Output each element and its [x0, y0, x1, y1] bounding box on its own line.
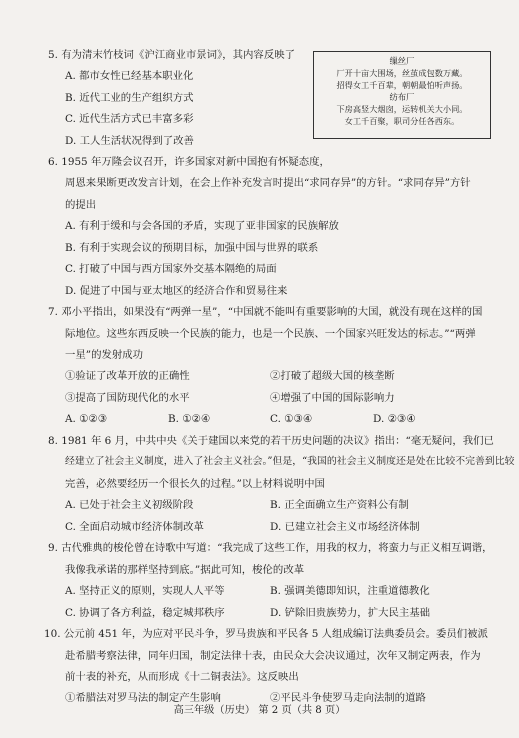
q9-stem-line: 我像我承诺的那样坚持到底。”据此可知，梭伦的改革 — [65, 564, 305, 576]
q7-item-2: ②打破了超级大国的核垄断 — [270, 370, 395, 382]
poem-heading-2: 纺布厂 — [389, 92, 415, 102]
q8-stem-line: 完善，必然要经历一个很长久的过程。”以上材料说明中国 — [65, 478, 325, 490]
q5-poem-box — [313, 51, 491, 139]
q7-option-a: A. ①②③ — [65, 413, 108, 425]
poem-line: 下房高竖大烟囱，运转机关大小同。 — [336, 104, 468, 114]
q6-stem-line: 的提出 — [65, 199, 97, 211]
q7-stem-line: 一星”的发射成功 — [65, 349, 144, 361]
q6-stem-line: 6. 1955 年万隆会议召开，许多国家对新中国抱有怀疑态度， — [48, 156, 330, 168]
q10-item-1: ①希腊法对罗马法的制定产生影响 — [65, 692, 221, 704]
q7-option-d: D. ②③④ — [373, 413, 416, 425]
q7-item-1: ①验证了改革开放的正确性 — [65, 370, 190, 382]
q7-item-3: ③提高了国防现代化的水平 — [65, 392, 190, 404]
q10-stem-line: 赴希腊考察法律，同年归国，制定法律十表，由民众大会决议通过，次年又制定两表，作为 — [65, 650, 481, 662]
q5-option-d: D. 工人生活状况得到了改善 — [65, 135, 194, 147]
poem-heading-1: 缫丝厂 — [389, 56, 415, 66]
q9-option-b: B. 强调美德即知识，注重道德教化 — [270, 585, 430, 597]
poem-line: 厂开十亩大围场，丝茧成包数万藏。 — [336, 68, 468, 78]
q8-option-d: D. 已建立社会主义市场经济体制 — [270, 521, 420, 533]
q10-item-2: ②平民斗争使罗马走向法制的道路 — [270, 692, 426, 704]
q5-option-a: A. 都市女性已经基本职业化 — [65, 70, 194, 82]
page-footer: 高三年级（历史） 第 2 页（共 8 页） — [173, 705, 346, 716]
q8-option-c: C. 全面启动城市经济体制改革 — [65, 521, 204, 533]
poem-line: 招得女工千百辈，朝朝最怕听声扬。 — [336, 80, 468, 90]
q10-stem-line: 10. 公元前 451 年，为应对平民斗争，罗马贵族和平民各 5 人组成编订法典委员会。委员们被派 — [44, 628, 488, 640]
poem-line: 女工千百聚，职司分任各西东。 — [344, 116, 460, 126]
q6-option-c: C. 打破了中国与西方国家外交基本隔绝的局面 — [65, 263, 277, 275]
q6-option-b: B. 有利于实现会议的预期目标，加强中国与世界的联系 — [65, 242, 319, 254]
q5-option-b: B. 近代工业的生产组织方式 — [65, 92, 194, 104]
q9-stem-line: 9. 古代雅典的梭伦曾在诗歌中写道：“我完成了这些工作，用我的权力，将蛮力与正义相互调谐， — [48, 542, 493, 554]
q7-option-c: C. ①③④ — [270, 413, 313, 425]
q8-option-a: A. 已处于社会主义初级阶段 — [65, 499, 194, 511]
q9-option-d: D. 铲除旧贵族势力，扩大民主基础 — [270, 607, 431, 619]
q10-stem-line: 前十表的补充，从而形成《十二铜表法》。这反映出 — [65, 671, 299, 683]
q8-option-b: B. 正全面确立生产资料公有制 — [270, 499, 409, 511]
q7-option-b: B. ①②④ — [168, 413, 211, 425]
q7-stem-line: 7. 邓小平指出，如果没有“两弹一星”，“中国就不能叫有重要影响的大国，就没有现在这样的国 — [48, 306, 483, 318]
q9-option-c: C. 协调了各方利益，稳定城邦秩序 — [65, 607, 225, 619]
q6-stem-line: 周恩来果断更改发言计划，在会上作补充发言时提出“求同存异”的方针。“求同存异”方针 — [65, 177, 471, 189]
q5-stem: 5. 有为清末竹枝词《沪江商业市景词》，其内容反映了 — [48, 49, 295, 61]
q6-option-d: D. 促进了中国与亚太地区的经济合作和贸易往来 — [65, 285, 288, 297]
q5-option-c: C. 近代生活方式已丰富多彩 — [65, 113, 194, 125]
q6-option-a: A. 有利于缓和与会各国的矛盾，实现了亚非国家的民族解放 — [65, 220, 339, 232]
q7-item-4: ④增强了中国的国际影响力 — [270, 392, 395, 404]
q8-stem-line: 8. 1981 年 6 月，中共中央《关于建国以来党的若干历史问题的决议》指出：“毫无疑问，我们已 — [48, 435, 494, 447]
q9-option-a: A. 坚持正义的原则，实现人人平等 — [65, 585, 225, 597]
q8-stem-line: 经建立了社会主义制度，进入了社会主义社会。”但是，“我国的社会主义制度还是处在比较不完善到比较 — [65, 456, 515, 467]
q7-stem-line: 际地位。这些东西反映一个民族的能力，也是一个民族、一个国家兴旺发达的标志。”“两弹 — [65, 328, 476, 340]
